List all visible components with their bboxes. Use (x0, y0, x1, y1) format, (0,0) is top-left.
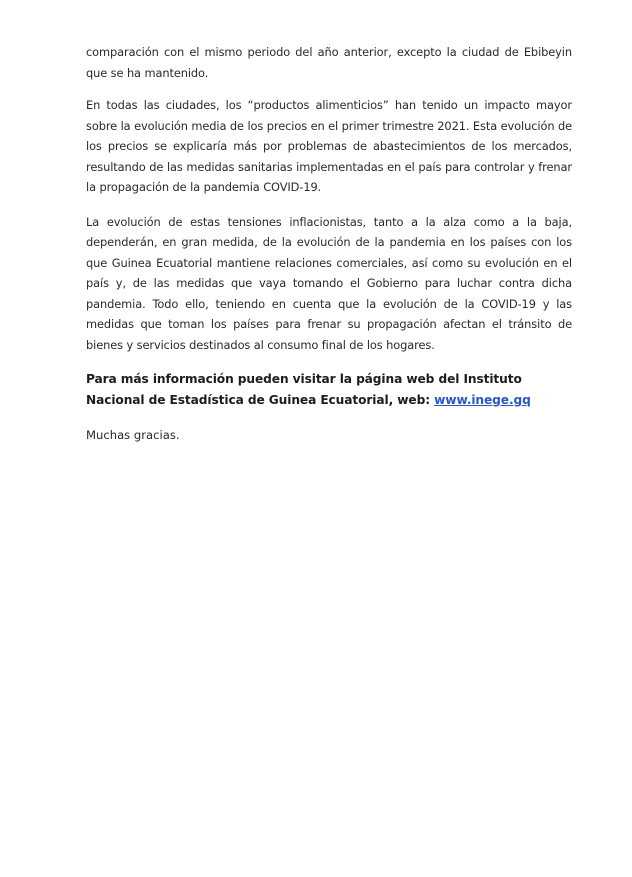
more-info-paragraph (86, 369, 572, 411)
paragraph-food-products: En todas las ciudades, los “productos alimenticios” han tenido un impacto mayor sobre la evolución media de los precios en el primer trimestre 2021. Esta evolución de los precios se explicaría más por problemas de abastecimientos de los mercados, resultando de las medidas sanitarias implementadas en el país para controlar y frenar la propagación de la pandemia COVID-19. (86, 98, 572, 194)
closing-text: Muchas gracias. (86, 428, 180, 442)
more-info-text: Para más información pueden visitar la página web del Instituto Nacional de Estadística de Guinea Ecuatorial, web: (86, 372, 522, 407)
paragraph-inflation-outlook: La evolución de estas tensiones inflacionistas, tanto a la alza como a la baja, dependerán, en gran medida, de la evolución de la pandemia en los países con los que Guinea Ecuatorial mantiene relaciones comerciales, así como su evolución en el país y, de las medidas que vaya tomando el Gobierno para luchar contra dicha pandemia. Todo ello, teniendo en cuenta que la evolución de la COVID-19 y las medidas que toman los países para frenar su propagación afectan el tránsito de bienes y servicios destinados al consumo final de los hogares. (86, 214, 572, 352)
paragraph-continuation: comparación con el mismo periodo del año anterior, excepto la ciudad de Ebibeyin que se ha mantenido. (86, 45, 572, 80)
website-link[interactable]: www.inege.gq (434, 393, 531, 407)
document-body (86, 42, 572, 445)
